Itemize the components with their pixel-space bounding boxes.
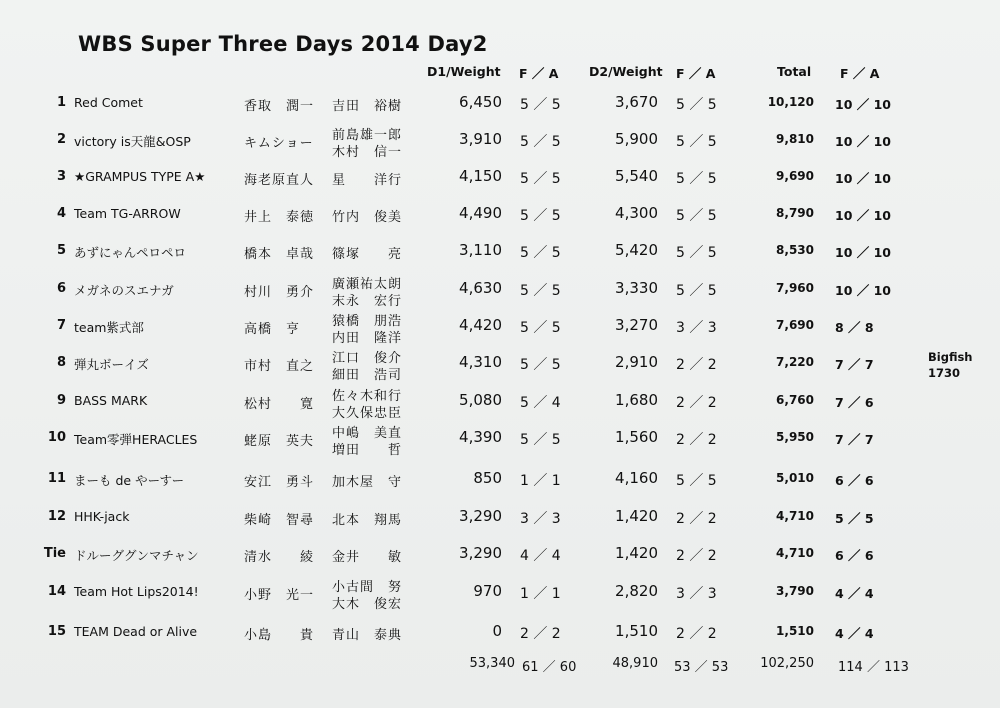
row-rank: 3 [56,169,66,184]
row-total-weight: 6,760 [776,393,814,407]
row-total-weight: 1,510 [776,624,814,638]
row-d2-weight: 5,900 [615,130,658,148]
row-rank: 11 [47,471,66,486]
row-rank: Tie [43,546,66,561]
row-d1-weight: 6,450 [459,93,502,111]
row-total-weight: 5,950 [776,430,814,444]
row-d1-fa: 5 ／ 5 [520,97,561,113]
row-rank: 1 [56,95,66,110]
row-total-fa: 10 ／ 10 [835,134,891,149]
row-member-3: 末永 宏行 [332,294,403,309]
row-d1-fa: 1 ／ 1 [520,586,561,602]
row-member-2: 中嶋 美直 [332,426,403,441]
row-member-3: 内田 隆洋 [332,331,403,346]
row-member-3: 木村 信一 [332,145,403,160]
row-rank: 4 [56,206,66,221]
header-d1-fa: F ／ A [519,66,559,81]
row-d1-fa: 5 ／ 5 [520,208,561,224]
row-team-name: TEAM Dead or Alive [74,624,198,639]
row-d1-weight: 5,080 [459,391,502,409]
row-member-1: 清水 綾 [244,550,315,565]
row-d1-fa: 5 ／ 5 [520,357,561,373]
row-d2-fa: 3 ／ 3 [676,586,717,602]
row-d1-fa: 5 ／ 4 [520,395,561,411]
row-rank: 15 [47,624,66,639]
row-d2-weight: 2,910 [615,353,658,371]
row-total-weight: 7,960 [776,281,814,295]
row-member-2: 江口 俊介 [332,351,403,366]
row-total-weight: 10,120 [767,95,814,109]
row-total-fa: 7 ／ 7 [835,432,874,447]
row-d1-weight: 4,310 [459,353,502,371]
row-total-fa: 10 ／ 10 [835,97,891,112]
row-team-name: Red Comet [74,95,143,110]
row-d2-weight: 2,820 [615,582,658,600]
row-d1-weight: 3,290 [459,544,502,562]
row-total-fa: 5 ／ 5 [835,511,874,526]
row-member-1: 井上 泰徳 [244,210,315,225]
header-d2-fa: F ／ A [676,66,716,81]
header-total: Total [777,64,812,79]
row-d1-fa: 5 ／ 5 [520,320,561,336]
row-team-name: ドルーググンマチャン [74,548,199,563]
sum-total: 102,250 [760,656,814,671]
row-d2-weight: 3,330 [615,279,658,297]
row-total-fa: 10 ／ 10 [835,245,891,260]
row-team-name: まーも de やーすー [74,473,185,488]
row-team-name: Team零弾HERACLES [74,432,198,447]
header-d2-weight: D2/Weight [589,64,663,79]
row-member-2: 猿橋 朋浩 [332,314,403,329]
row-team-name: BASS MARK [74,393,148,408]
row-member-2: 佐々木和行 [332,389,403,404]
row-member-1: 小島 貴 [244,628,315,643]
row-total-weight: 3,790 [776,584,814,598]
row-d1-weight: 4,420 [459,316,502,334]
row-total-fa: 10 ／ 10 [835,208,891,223]
row-rank: 10 [47,430,66,445]
row-member-2: 竹内 俊美 [332,210,403,225]
row-member-1: 松村 寛 [244,397,315,412]
row-d2-fa: 2 ／ 2 [676,395,717,411]
row-d1-weight: 970 [473,582,502,600]
header-d1-weight: D1/Weight [427,64,501,79]
row-d2-fa: 5 ／ 5 [676,245,717,261]
row-member-2: 前島雄一郎 [332,128,403,143]
row-total-fa: 7 ／ 7 [835,357,874,372]
row-rank: 2 [56,132,66,147]
row-d2-fa: 2 ／ 2 [676,548,717,564]
row-d2-weight: 3,670 [615,93,658,111]
row-d2-fa: 5 ／ 5 [676,134,717,150]
row-member-2: 星 洋行 [332,173,403,188]
row-d2-weight: 5,540 [615,167,658,185]
row-d1-weight: 4,390 [459,428,502,446]
sum-total-fa: 114 ／ 113 [838,660,909,675]
row-d1-weight: 3,910 [459,130,502,148]
row-total-weight: 7,220 [776,355,814,369]
row-team-name: ★GRAMPUS TYPE A★ [74,169,206,184]
row-member-2: 篠塚 亮 [332,247,403,262]
row-d1-fa: 5 ／ 5 [520,432,561,448]
row-d2-fa: 3 ／ 3 [676,320,717,336]
row-d2-weight: 4,300 [615,204,658,222]
row-d1-weight: 3,290 [459,507,502,525]
row-total-fa: 4 ／ 4 [835,586,874,601]
row-d2-weight: 1,420 [615,507,658,525]
row-rank: 8 [56,355,66,370]
sum-d2-weight: 48,910 [612,656,658,671]
row-d2-fa: 5 ／ 5 [676,208,717,224]
row-member-1: 海老原直人 [244,173,315,188]
row-d2-fa: 5 ／ 5 [676,171,717,187]
row-d1-weight: 4,150 [459,167,502,185]
row-team-name: Team TG-ARROW [74,206,181,221]
row-team-name: HHK-jack [74,509,130,524]
row-d2-weight: 4,160 [615,469,658,487]
row-d2-fa: 5 ／ 5 [676,473,717,489]
sum-d2-fa: 53 ／ 53 [674,660,729,675]
row-d1-weight: 4,630 [459,279,502,297]
row-member-2: 吉田 裕樹 [332,99,403,114]
row-team-name: メガネのスエナガ [74,283,174,298]
row-total-weight: 4,710 [776,509,814,523]
row-rank: 12 [47,509,66,524]
sum-d1-weight: 53,340 [469,656,515,671]
row-d1-fa: 5 ／ 5 [520,171,561,187]
row-d1-fa: 2 ／ 2 [520,626,561,642]
row-member-2: 廣瀬祐太朗 [332,277,403,292]
row-member-1: 香取 潤一 [244,99,315,114]
row-d1-fa: 5 ／ 5 [520,283,561,299]
row-d1-weight: 3,110 [459,241,502,259]
row-rank: 14 [47,584,66,599]
row-d2-fa: 2 ／ 2 [676,432,717,448]
row-d2-fa: 5 ／ 5 [676,283,717,299]
row-member-2: 加木屋 守 [332,475,403,490]
row-member-3: 大久保忠臣 [332,406,403,421]
row-team-name: Team Hot Lips2014! [74,584,199,599]
row-d2-fa: 2 ／ 2 [676,357,717,373]
row-d1-fa: 3 ／ 3 [520,511,561,527]
row-rank: 5 [56,243,66,258]
row-total-fa: 10 ／ 10 [835,171,891,186]
row-member-1: キムショー [244,136,314,151]
row-total-weight: 4,710 [776,546,814,560]
row-member-2: 金井 敏 [332,550,403,565]
row-d2-weight: 1,560 [615,428,658,446]
row-total-fa: 6 ／ 6 [835,548,874,563]
row-team-name: 弾丸ボーイズ [74,357,149,372]
row-d2-weight: 5,420 [615,241,658,259]
row-member-3: 細田 浩司 [332,368,403,383]
row-d2-fa: 2 ／ 2 [676,626,717,642]
row-member-1: 柴崎 智尋 [244,513,315,528]
header-total-fa: F ／ A [840,66,880,81]
row-team-name: victory is天龍&OSP [74,134,191,149]
row-member-3: 大木 俊宏 [332,597,403,612]
row-member-1: 橋本 卓哉 [244,247,315,262]
row-member-1: 小野 光一 [244,588,315,603]
row-total-weight: 9,810 [776,132,814,146]
row-d1-fa: 5 ／ 5 [520,134,561,150]
row-d2-fa: 5 ／ 5 [676,97,717,113]
bigfish-label: Bigfish [928,350,973,364]
row-total-fa: 7 ／ 6 [835,395,874,410]
row-total-fa: 8 ／ 8 [835,320,874,335]
row-d1-fa: 5 ／ 5 [520,245,561,261]
row-team-name: あずにゃんペロペロ [74,245,187,260]
row-d2-fa: 2 ／ 2 [676,511,717,527]
row-d2-weight: 1,510 [615,622,658,640]
row-total-weight: 5,010 [776,471,814,485]
row-d1-weight: 850 [473,469,502,487]
page-title: WBS Super Three Days 2014 Day2 [78,32,488,56]
row-member-1: 村川 勇介 [244,285,315,300]
row-d1-weight: 4,490 [459,204,502,222]
sum-d1-fa: 61 ／ 60 [522,660,577,675]
row-d1-fa: 4 ／ 4 [520,548,561,564]
row-total-weight: 9,690 [776,169,814,183]
row-total-fa: 4 ／ 4 [835,626,874,641]
row-member-1: 高橋 亨 [244,322,301,337]
row-member-2: 小古間 努 [332,580,403,595]
bigfish-value: 1730 [928,366,961,380]
row-rank: 9 [56,393,66,408]
row-total-weight: 8,790 [776,206,814,220]
row-d2-weight: 1,680 [615,391,658,409]
row-total-weight: 8,530 [776,243,814,257]
row-member-1: 市村 直之 [244,359,315,374]
row-d2-weight: 1,420 [615,544,658,562]
row-member-2: 青山 泰典 [332,628,403,643]
row-team-name: team紫式部 [74,320,144,335]
row-d2-weight: 3,270 [615,316,658,334]
row-member-3: 増田 哲 [332,443,403,458]
row-member-2: 北本 翔馬 [332,513,403,528]
row-d1-fa: 1 ／ 1 [520,473,561,489]
row-d1-weight: 0 [492,622,502,640]
row-total-fa: 10 ／ 10 [835,283,891,298]
row-rank: 7 [56,318,66,333]
row-rank: 6 [56,281,66,296]
row-total-fa: 6 ／ 6 [835,473,874,488]
row-total-weight: 7,690 [776,318,814,332]
row-member-1: 安江 勇斗 [244,475,315,490]
row-member-1: 蛯原 英夫 [244,434,315,449]
